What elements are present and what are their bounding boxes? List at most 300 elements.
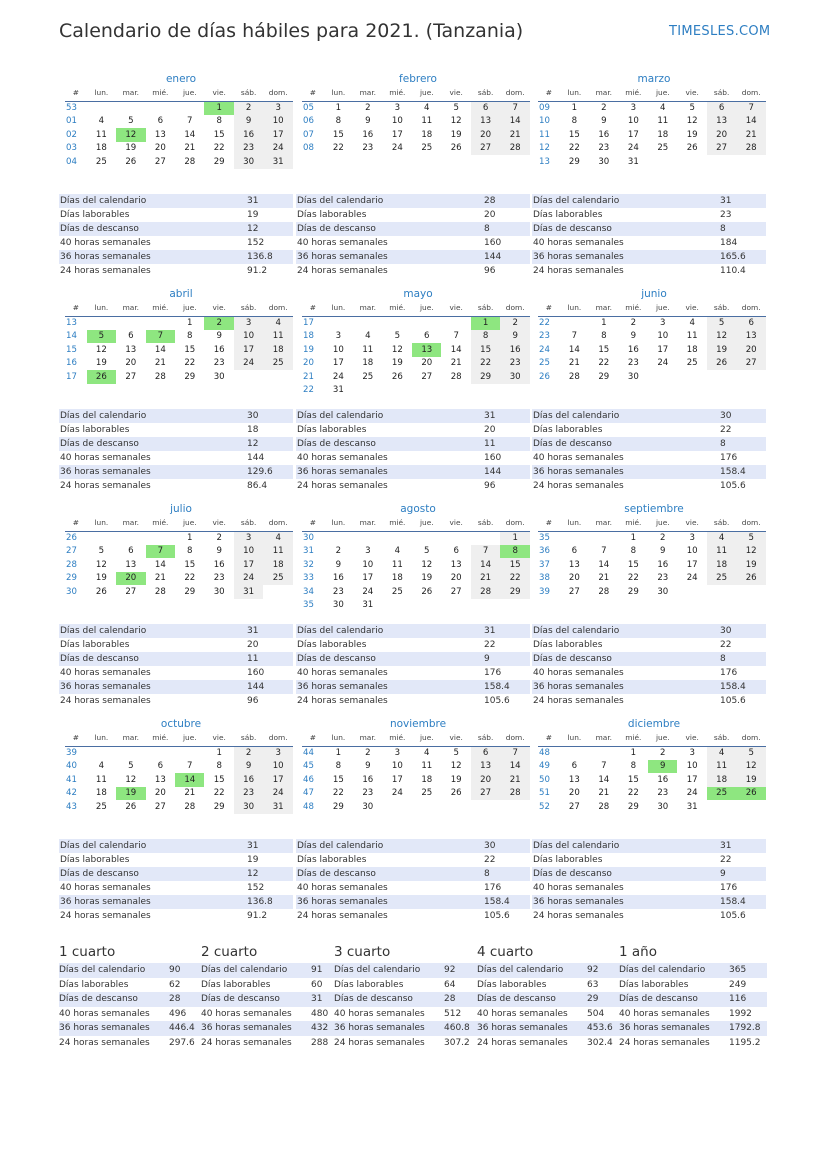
day-cell[interactable]: 10 <box>263 760 293 774</box>
day-cell[interactable]: 9 <box>648 760 677 774</box>
day-cell[interactable]: 29 <box>332 801 344 812</box>
day-cell[interactable]: 15 <box>332 129 344 140</box>
day-cell[interactable]: 19 <box>116 787 146 801</box>
day-cell[interactable]: 20 <box>116 572 146 586</box>
day-cell[interactable]: 26 <box>421 586 433 597</box>
day-cell[interactable]: 30 <box>598 156 610 167</box>
day-cell[interactable]: 16 <box>234 773 263 787</box>
day-cell[interactable]: 1 <box>187 318 193 328</box>
day-cell[interactable]: 12 <box>450 761 462 772</box>
day-cell[interactable]: 29 <box>627 586 639 597</box>
day-cell[interactable]: 21 <box>736 128 766 142</box>
day-cell[interactable]: 27 <box>450 586 462 597</box>
day-cell[interactable]: 30 <box>657 801 669 812</box>
day-cell[interactable]: 20 <box>707 128 736 142</box>
day-cell[interactable]: 26 <box>450 143 462 154</box>
day-cell[interactable]: 13 <box>125 344 137 355</box>
day-cell[interactable]: 5 <box>394 331 401 342</box>
day-cell[interactable]: 17 <box>391 129 403 140</box>
day-cell[interactable]: 14 <box>450 344 462 355</box>
day-cell[interactable]: 6 <box>707 101 736 115</box>
day-cell[interactable]: 25 <box>421 143 433 154</box>
day-cell[interactable]: 1 <box>335 748 342 758</box>
day-cell[interactable]: 22 <box>184 573 196 584</box>
day-cell[interactable]: 16 <box>362 129 374 140</box>
day-cell[interactable]: 25 <box>686 358 698 369</box>
day-cell[interactable]: 18 <box>95 143 107 154</box>
day-cell[interactable]: 30 <box>234 800 263 814</box>
day-cell[interactable]: 17 <box>362 573 374 584</box>
day-cell[interactable]: 19 <box>736 773 766 787</box>
day-cell[interactable]: 24 <box>263 142 293 156</box>
day-cell[interactable]: 31 <box>332 385 344 396</box>
day-cell[interactable]: 26 <box>125 156 137 167</box>
day-cell[interactable]: 9 <box>601 116 607 127</box>
day-cell[interactable]: 2 <box>234 101 263 115</box>
day-cell[interactable]: 24 <box>657 358 669 369</box>
day-cell[interactable]: 1 <box>630 748 637 758</box>
day-cell[interactable]: 11 <box>686 331 698 342</box>
day-cell[interactable]: 15 <box>471 343 500 357</box>
day-cell[interactable]: 19 <box>450 774 462 785</box>
day-cell[interactable]: 9 <box>660 546 666 557</box>
day-cell[interactable]: 27 <box>154 156 166 167</box>
day-cell[interactable]: 24 <box>391 788 403 799</box>
day-cell[interactable]: 20 <box>736 343 766 357</box>
day-cell[interactable]: 24 <box>686 788 698 799</box>
day-cell[interactable]: 27 <box>471 142 500 156</box>
day-cell[interactable]: 2 <box>365 103 371 113</box>
day-cell[interactable]: 22 <box>471 357 500 371</box>
day-cell[interactable]: 17 <box>263 773 293 787</box>
day-cell[interactable]: 17 <box>234 558 263 572</box>
day-cell[interactable]: 3 <box>630 103 637 113</box>
day-cell[interactable]: 23 <box>213 573 225 584</box>
day-cell[interactable]: 3 <box>365 546 371 557</box>
day-cell[interactable]: 24 <box>332 371 344 382</box>
day-cell[interactable]: 5 <box>87 330 116 344</box>
day-cell[interactable]: 15 <box>184 559 196 570</box>
day-cell[interactable]: 2 <box>234 746 263 760</box>
day-cell[interactable]: 14 <box>568 344 580 355</box>
day-cell[interactable]: 12 <box>95 344 107 355</box>
brand-link[interactable]: TIMESLES.COM <box>669 24 771 39</box>
day-cell[interactable]: 24 <box>362 586 374 597</box>
day-cell[interactable]: 6 <box>471 746 500 760</box>
day-cell[interactable]: 14 <box>736 115 766 129</box>
day-cell[interactable]: 2 <box>660 748 666 758</box>
day-cell[interactable]: 7 <box>601 761 607 772</box>
day-cell[interactable]: 12 <box>736 760 766 774</box>
day-cell[interactable]: 3 <box>394 748 401 758</box>
day-cell[interactable]: 22 <box>213 788 225 799</box>
day-cell[interactable]: 2 <box>601 103 607 113</box>
day-cell[interactable]: 2 <box>365 748 371 758</box>
day-cell[interactable]: 6 <box>128 546 134 557</box>
day-cell[interactable]: 16 <box>627 344 639 355</box>
day-cell[interactable]: 2 <box>500 316 530 330</box>
day-cell[interactable]: 24 <box>627 143 639 154</box>
day-cell[interactable]: 10 <box>263 115 293 129</box>
day-cell[interactable]: 7 <box>500 746 530 760</box>
day-cell[interactable]: 9 <box>216 331 222 342</box>
day-cell[interactable]: 25 <box>263 357 293 371</box>
day-cell[interactable]: 17 <box>263 128 293 142</box>
day-cell[interactable]: 9 <box>365 116 371 127</box>
day-cell[interactable]: 21 <box>598 788 610 799</box>
day-cell[interactable]: 7 <box>601 546 607 557</box>
day-cell[interactable]: 12 <box>450 116 462 127</box>
day-cell[interactable]: 16 <box>657 774 669 785</box>
day-cell[interactable]: 16 <box>234 128 263 142</box>
day-cell[interactable]: 10 <box>391 761 403 772</box>
day-cell[interactable]: 16 <box>500 343 530 357</box>
day-cell[interactable]: 23 <box>362 788 374 799</box>
day-cell[interactable]: 10 <box>391 116 403 127</box>
day-cell[interactable]: 1 <box>204 101 233 115</box>
day-cell[interactable]: 15 <box>627 774 639 785</box>
day-cell[interactable]: 28 <box>184 156 196 167</box>
day-cell[interactable]: 31 <box>686 801 698 812</box>
day-cell[interactable]: 13 <box>125 559 137 570</box>
day-cell[interactable]: 10 <box>234 330 263 344</box>
day-cell[interactable]: 27 <box>471 787 500 801</box>
day-cell[interactable]: 21 <box>568 358 580 369</box>
day-cell[interactable]: 28 <box>568 371 580 382</box>
day-cell[interactable]: 8 <box>630 546 637 557</box>
day-cell[interactable]: 3 <box>689 748 695 758</box>
day-cell[interactable]: 24 <box>391 143 403 154</box>
day-cell[interactable]: 1 <box>187 533 193 543</box>
day-cell[interactable]: 23 <box>234 787 263 801</box>
day-cell[interactable]: 4 <box>660 103 666 113</box>
day-cell[interactable]: 5 <box>689 103 695 113</box>
day-cell[interactable]: 5 <box>453 103 459 113</box>
day-cell[interactable]: 18 <box>421 774 433 785</box>
day-cell[interactable]: 18 <box>391 573 403 584</box>
day-cell[interactable]: 16 <box>213 344 225 355</box>
day-cell[interactable]: 9 <box>365 761 371 772</box>
day-cell[interactable]: 21 <box>154 358 166 369</box>
day-cell[interactable]: 3 <box>234 316 263 330</box>
day-cell[interactable]: 4 <box>424 103 430 113</box>
day-cell[interactable]: 16 <box>332 573 344 584</box>
day-cell[interactable]: 30 <box>213 586 225 597</box>
day-cell[interactable]: 21 <box>184 143 196 154</box>
day-cell[interactable]: 20 <box>450 573 462 584</box>
day-cell[interactable]: 25 <box>362 371 374 382</box>
day-cell[interactable]: 28 <box>154 371 166 382</box>
day-cell[interactable]: 20 <box>471 773 500 787</box>
day-cell[interactable]: 15 <box>184 344 196 355</box>
day-cell[interactable]: 20 <box>154 788 166 799</box>
day-cell[interactable]: 28 <box>450 371 462 382</box>
day-cell[interactable]: 23 <box>598 143 610 154</box>
day-cell[interactable]: 12 <box>736 545 766 559</box>
day-cell[interactable]: 26 <box>686 143 698 154</box>
day-cell[interactable]: 16 <box>362 774 374 785</box>
day-cell[interactable]: 21 <box>598 573 610 584</box>
day-cell[interactable]: 22 <box>500 572 530 586</box>
day-cell[interactable]: 3 <box>660 318 666 328</box>
day-cell[interactable]: 18 <box>263 343 293 357</box>
day-cell[interactable]: 20 <box>125 358 137 369</box>
day-cell[interactable]: 7 <box>571 331 578 342</box>
day-cell[interactable]: 12 <box>391 344 403 355</box>
day-cell[interactable]: 7 <box>187 116 193 127</box>
day-cell[interactable]: 27 <box>568 586 580 597</box>
day-cell[interactable]: 22 <box>332 143 344 154</box>
day-cell[interactable]: 6 <box>453 546 459 557</box>
day-cell[interactable]: 13 <box>154 129 166 140</box>
day-cell[interactable]: 6 <box>571 761 578 772</box>
day-cell[interactable]: 28 <box>736 142 766 156</box>
day-cell[interactable]: 16 <box>213 559 225 570</box>
day-cell[interactable]: 15 <box>213 129 225 140</box>
day-cell[interactable]: 4 <box>707 746 736 760</box>
day-cell[interactable]: 1 <box>471 316 500 330</box>
day-cell[interactable]: 8 <box>601 331 607 342</box>
day-cell[interactable]: 8 <box>630 761 637 772</box>
day-cell[interactable]: 9 <box>500 330 530 344</box>
day-cell[interactable]: 18 <box>421 129 433 140</box>
day-cell[interactable]: 7 <box>736 101 766 115</box>
day-cell[interactable]: 11 <box>263 545 293 559</box>
day-cell[interactable]: 28 <box>598 801 610 812</box>
day-cell[interactable]: 27 <box>154 801 166 812</box>
day-cell[interactable]: 23 <box>500 357 530 371</box>
day-cell[interactable]: 4 <box>98 116 105 127</box>
day-cell[interactable]: 15 <box>500 558 530 572</box>
day-cell[interactable]: 15 <box>213 774 225 785</box>
day-cell[interactable]: 17 <box>627 129 639 140</box>
day-cell[interactable]: 6 <box>128 331 134 342</box>
day-cell[interactable]: 25 <box>707 572 736 586</box>
day-cell[interactable]: 16 <box>657 559 669 570</box>
day-cell[interactable]: 9 <box>335 559 342 570</box>
day-cell[interactable]: 18 <box>707 773 736 787</box>
day-cell[interactable]: 11 <box>657 116 669 127</box>
day-cell[interactable]: 12 <box>686 116 698 127</box>
day-cell[interactable]: 17 <box>657 344 669 355</box>
day-cell[interactable]: 20 <box>568 788 580 799</box>
day-cell[interactable]: 4 <box>394 546 401 557</box>
day-cell[interactable]: 29 <box>184 371 196 382</box>
day-cell[interactable]: 28 <box>500 787 530 801</box>
day-cell[interactable]: 31 <box>263 800 293 814</box>
day-cell[interactable]: 6 <box>736 316 766 330</box>
day-cell[interactable]: 18 <box>686 344 698 355</box>
day-cell[interactable]: 22 <box>627 788 639 799</box>
day-cell[interactable]: 4 <box>263 316 293 330</box>
day-cell[interactable]: 4 <box>707 531 736 545</box>
day-cell[interactable]: 23 <box>657 788 669 799</box>
day-cell[interactable]: 30 <box>234 155 263 169</box>
day-cell[interactable]: 8 <box>335 116 342 127</box>
day-cell[interactable]: 14 <box>184 129 196 140</box>
day-cell[interactable]: 7 <box>187 761 193 772</box>
day-cell[interactable]: 7 <box>500 101 530 115</box>
day-cell[interactable]: 17 <box>686 774 698 785</box>
day-cell[interactable]: 23 <box>213 358 225 369</box>
day-cell[interactable]: 26 <box>707 357 736 371</box>
day-cell[interactable]: 10 <box>362 559 374 570</box>
day-cell[interactable]: 13 <box>154 774 166 785</box>
day-cell[interactable]: 17 <box>234 343 263 357</box>
day-cell[interactable]: 29 <box>213 801 225 812</box>
day-cell[interactable]: 5 <box>453 748 459 758</box>
day-cell[interactable]: 29 <box>598 371 610 382</box>
day-cell[interactable]: 19 <box>95 573 107 584</box>
day-cell[interactable]: 19 <box>707 343 736 357</box>
day-cell[interactable]: 8 <box>187 546 193 557</box>
day-cell[interactable]: 26 <box>95 586 107 597</box>
day-cell[interactable]: 24 <box>686 573 698 584</box>
day-cell[interactable]: 25 <box>263 572 293 586</box>
day-cell[interactable]: 29 <box>500 585 530 599</box>
day-cell[interactable]: 12 <box>125 774 137 785</box>
day-cell[interactable]: 23 <box>332 586 344 597</box>
day-cell[interactable]: 11 <box>421 116 433 127</box>
day-cell[interactable]: 4 <box>98 761 105 772</box>
day-cell[interactable]: 3 <box>263 746 293 760</box>
day-cell[interactable]: 16 <box>598 129 610 140</box>
day-cell[interactable]: 15 <box>627 559 639 570</box>
day-cell[interactable]: 6 <box>157 761 164 772</box>
day-cell[interactable]: 14 <box>154 344 166 355</box>
day-cell[interactable]: 5 <box>98 546 105 557</box>
day-cell[interactable]: 11 <box>707 545 736 559</box>
day-cell[interactable]: 13 <box>412 343 441 357</box>
day-cell[interactable]: 14 <box>471 558 500 572</box>
day-cell[interactable]: 9 <box>234 760 263 774</box>
day-cell[interactable]: 17 <box>332 358 344 369</box>
day-cell[interactable]: 30 <box>657 586 669 597</box>
day-cell[interactable]: 9 <box>234 115 263 129</box>
day-cell[interactable]: 7 <box>146 330 176 344</box>
day-cell[interactable]: 25 <box>95 156 107 167</box>
day-cell[interactable]: 8 <box>471 330 500 344</box>
day-cell[interactable]: 21 <box>450 358 462 369</box>
day-cell[interactable]: 28 <box>184 801 196 812</box>
day-cell[interactable]: 30 <box>362 801 374 812</box>
day-cell[interactable]: 14 <box>598 774 610 785</box>
day-cell[interactable]: 4 <box>689 318 695 328</box>
day-cell[interactable]: 14 <box>500 115 530 129</box>
day-cell[interactable]: 24 <box>263 787 293 801</box>
day-cell[interactable]: 3 <box>234 531 263 545</box>
day-cell[interactable]: 15 <box>598 344 610 355</box>
day-cell[interactable]: 22 <box>332 788 344 799</box>
day-cell[interactable]: 4 <box>263 531 293 545</box>
day-cell[interactable]: 12 <box>116 128 146 142</box>
day-cell[interactable]: 25 <box>391 586 403 597</box>
day-cell[interactable]: 11 <box>362 344 374 355</box>
day-cell[interactable]: 22 <box>568 143 580 154</box>
day-cell[interactable]: 11 <box>263 330 293 344</box>
day-cell[interactable]: 22 <box>627 573 639 584</box>
day-cell[interactable]: 13 <box>471 115 500 129</box>
day-cell[interactable]: 30 <box>627 371 639 382</box>
day-cell[interactable]: 4 <box>365 331 371 342</box>
day-cell[interactable]: 26 <box>391 371 403 382</box>
day-cell[interactable]: 6 <box>471 101 500 115</box>
day-cell[interactable]: 19 <box>95 358 107 369</box>
day-cell[interactable]: 4 <box>424 748 430 758</box>
day-cell[interactable]: 11 <box>421 761 433 772</box>
day-cell[interactable]: 14 <box>154 559 166 570</box>
day-cell[interactable]: 31 <box>234 585 263 599</box>
day-cell[interactable]: 5 <box>736 746 766 760</box>
day-cell[interactable]: 20 <box>471 128 500 142</box>
day-cell[interactable]: 7 <box>471 545 500 559</box>
day-cell[interactable]: 29 <box>184 586 196 597</box>
day-cell[interactable]: 3 <box>394 103 401 113</box>
day-cell[interactable]: 21 <box>471 572 500 586</box>
day-cell[interactable]: 27 <box>568 801 580 812</box>
day-cell[interactable]: 23 <box>627 358 639 369</box>
day-cell[interactable]: 22 <box>598 358 610 369</box>
day-cell[interactable]: 20 <box>421 358 433 369</box>
day-cell[interactable]: 25 <box>421 788 433 799</box>
day-cell[interactable]: 27 <box>125 586 137 597</box>
day-cell[interactable]: 23 <box>234 142 263 156</box>
day-cell[interactable]: 14 <box>175 773 204 787</box>
day-cell[interactable]: 18 <box>657 129 669 140</box>
day-cell[interactable]: 31 <box>263 155 293 169</box>
day-cell[interactable]: 24 <box>234 357 263 371</box>
day-cell[interactable]: 6 <box>157 116 164 127</box>
day-cell[interactable]: 1 <box>571 103 578 113</box>
day-cell[interactable]: 28 <box>500 142 530 156</box>
day-cell[interactable]: 13 <box>736 330 766 344</box>
day-cell[interactable]: 13 <box>568 774 580 785</box>
day-cell[interactable]: 21 <box>500 128 530 142</box>
day-cell[interactable]: 1 <box>216 748 222 758</box>
day-cell[interactable]: 2 <box>216 533 222 543</box>
day-cell[interactable]: 1 <box>335 103 342 113</box>
day-cell[interactable]: 10 <box>657 331 669 342</box>
day-cell[interactable]: 10 <box>627 116 639 127</box>
day-cell[interactable]: 28 <box>471 585 500 599</box>
day-cell[interactable]: 8 <box>216 116 222 127</box>
day-cell[interactable]: 9 <box>216 546 222 557</box>
day-cell[interactable]: 25 <box>657 143 669 154</box>
day-cell[interactable]: 30 <box>332 600 344 611</box>
day-cell[interactable]: 3 <box>689 533 695 543</box>
day-cell[interactable]: 19 <box>125 143 137 154</box>
day-cell[interactable]: 30 <box>213 371 225 382</box>
day-cell[interactable]: 30 <box>500 370 530 384</box>
day-cell[interactable]: 8 <box>500 545 530 559</box>
day-cell[interactable]: 19 <box>391 358 403 369</box>
day-cell[interactable]: 23 <box>362 143 374 154</box>
day-cell[interactable]: 21 <box>184 788 196 799</box>
day-cell[interactable]: 13 <box>568 559 580 570</box>
day-cell[interactable]: 22 <box>213 143 225 154</box>
day-cell[interactable]: 14 <box>500 760 530 774</box>
day-cell[interactable]: 17 <box>686 559 698 570</box>
day-cell[interactable]: 8 <box>571 116 578 127</box>
day-cell[interactable]: 6 <box>571 546 578 557</box>
day-cell[interactable]: 18 <box>95 788 107 799</box>
day-cell[interactable]: 3 <box>335 331 342 342</box>
day-cell[interactable]: 23 <box>657 573 669 584</box>
day-cell[interactable]: 24 <box>234 572 263 586</box>
day-cell[interactable]: 2 <box>630 318 637 328</box>
day-cell[interactable]: 5 <box>736 531 766 545</box>
day-cell[interactable]: 7 <box>146 545 176 559</box>
